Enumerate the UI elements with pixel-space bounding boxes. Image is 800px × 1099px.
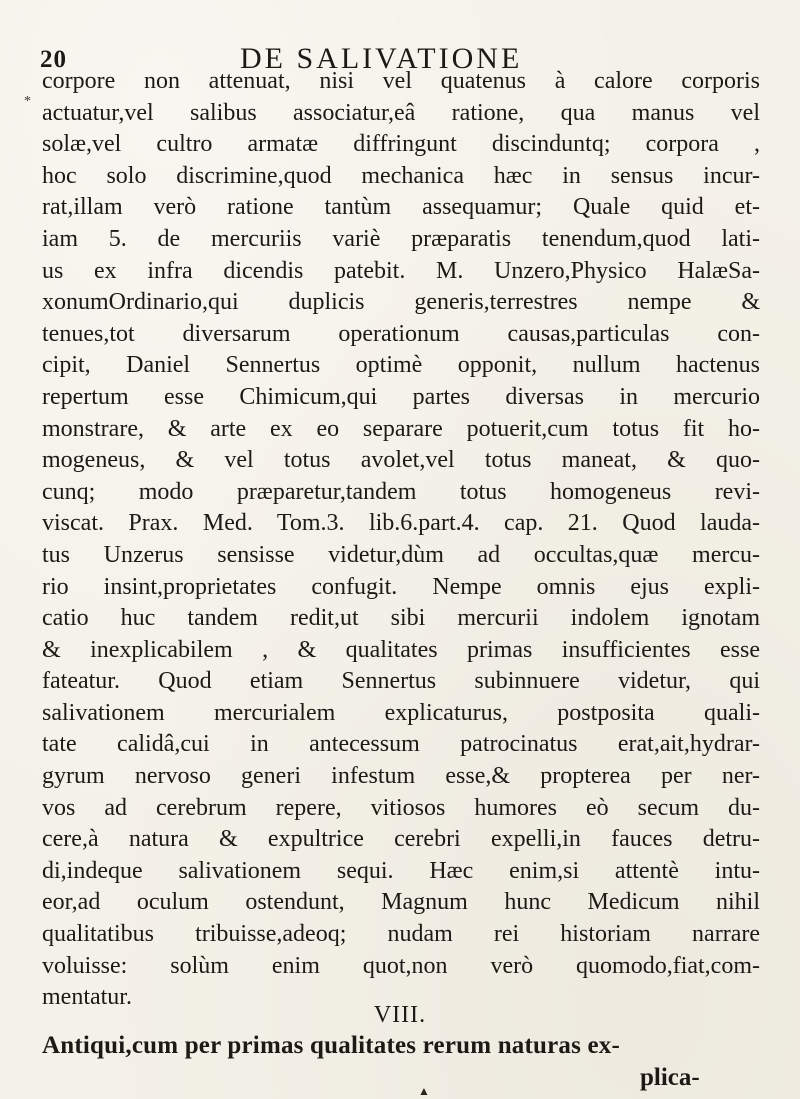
text-line: vos ad cerebrum repere, vitiosos humores eò secum du- — [42, 794, 760, 821]
text-line: actuatur,vel salibus associatur,eâ ratione, qua manus vel — [42, 99, 760, 126]
text-line: rat,illam verò ratione tantùm assequamur; Quale quid et- — [42, 194, 760, 221]
text-line: voluisse: solùm enim quot,non verò quomodo,fiat,com- — [42, 952, 760, 979]
text-line-last: mentatur. — [42, 984, 132, 1011]
section-number: VIII. — [373, 1002, 427, 1028]
text-line: cunq; modo præparetur,tandem totus homogeneus revi- — [42, 478, 760, 505]
text-line: cere,à natura & expultrice cerebri expelli,in fauces detru- — [42, 826, 760, 853]
body-text — [42, 66, 760, 1014]
text-line: cipit, Daniel Sennertus optimè opponit, nullum hactenus — [42, 352, 760, 379]
text-line: us ex infra dicendis patebit. M. Unzero,Physico HalæSa- — [42, 257, 760, 284]
text-line: mogeneus, & vel totus avolet,vel totus maneat, & quo- — [42, 447, 760, 474]
text-line: di,indeque salivationem sequi. Hæc enim,si attentè intu- — [42, 857, 760, 884]
text-line: hoc solo discrimine,quod mechanica hæc in sensus incur- — [42, 162, 760, 189]
text-line: & inexplicabilem , & qualitates primas insufficientes esse — [42, 636, 760, 663]
section-first-line: Antiqui,cum per primas qualitates rerum naturas ex- — [42, 1032, 621, 1059]
catchword: plica- — [640, 1064, 700, 1091]
bottom-mark-icon: ▲ — [418, 1084, 430, 1098]
text-line: eor,ad oculum ostendunt, Magnum hunc Medicum nihil — [42, 889, 760, 916]
text-line: tus Unzerus sensisse videtur,dùm ad occultas,quæ mercu- — [42, 541, 760, 568]
margin-star-mark: * — [24, 94, 31, 109]
text-line: corpore non attenuat, nisi vel quatenus à calore corporis — [42, 68, 760, 94]
text-line: solæ,vel cultro armatæ diffringunt discinduntq; corpora , — [42, 131, 760, 158]
text-line: qualitatibus tribuisse,adeoq; nudam rei historiam narrare — [42, 921, 760, 948]
text-line: tenues,tot diversarum operationum causas,particulas con- — [42, 320, 760, 347]
text-line: xonumOrdinario,qui duplicis generis,terrestres nempe & — [42, 289, 760, 316]
text-line: gyrum nervoso generi infestum esse,& propterea per ner- — [42, 763, 760, 790]
text-line: catio huc tandem redit,ut sibi mercurii indolem ignotam — [42, 605, 760, 632]
text-line: iam 5. de mercuriis variè præparatis tenendum,quod lati- — [42, 225, 760, 252]
text-line: tate calidâ,cui in antecessum patrocinatus erat,ait,hydrar- — [42, 731, 760, 758]
text-line: fateatur. Quod etiam Sennertus subinnuere videtur, qui — [42, 668, 760, 695]
text-line: monstrare, & arte ex eo separare potuerit,cum totus fit ho- — [42, 415, 760, 442]
page-number: 20 — [40, 46, 67, 73]
text-line: salivationem mercurialem explicaturus, postposita quali- — [42, 699, 760, 726]
text-line: viscat. Prax. Med. Tom.3. lib.6.part.4. cap. 21. Quod lauda- — [42, 510, 760, 537]
text-line: rio insint,proprietates confugit. Nempe omnis ejus expli- — [42, 573, 760, 600]
running-title: DE SALIVATIONE — [240, 42, 523, 75]
text-line: repertum esse Chimicum,qui partes diversas in mercurio — [42, 383, 760, 410]
